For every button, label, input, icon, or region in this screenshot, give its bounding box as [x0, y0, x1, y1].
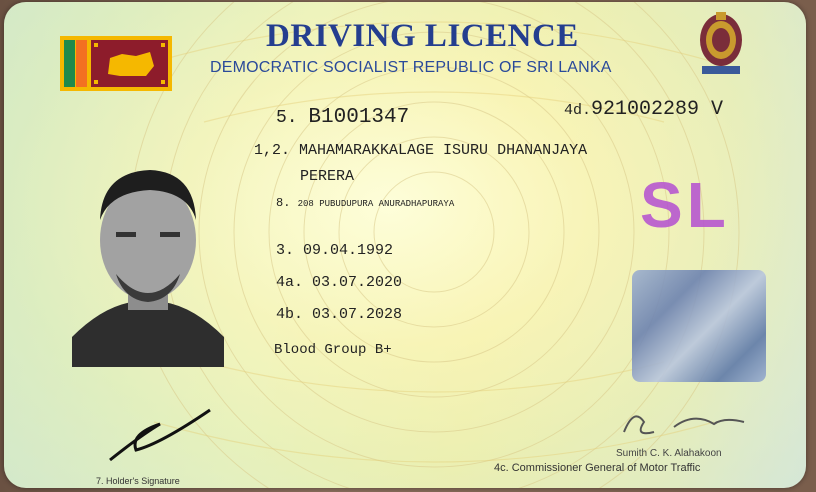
address-field — [276, 196, 454, 210]
holder-name-field — [254, 138, 587, 190]
address: 208 PUBUDUPURA ANURADHAPURAYA — [297, 199, 455, 209]
holder-name-line2: PERERA — [300, 168, 355, 185]
issuing-country: DEMOCRATIC SOCIALIST REPUBLIC OF SRI LANKA — [210, 59, 612, 76]
sri-lanka-flag-icon — [60, 36, 172, 91]
driving-licence-card — [4, 2, 806, 488]
holder-name-line1: MAHAMARAKKALAGE ISURU DHANANJAYA — [299, 142, 588, 159]
commissioner-label: 4c. Commissioner General of Motor Traffic — [494, 462, 701, 474]
hologram-icon — [632, 270, 766, 382]
holder-signature — [100, 406, 230, 466]
blood-group: Blood Group B+ — [274, 342, 392, 358]
holder-photo — [72, 162, 224, 367]
field-5-label: 5. — [276, 108, 298, 128]
date-of-birth: 3. 09.04.1992 — [276, 242, 394, 259]
licence-number-field — [276, 106, 409, 129]
field-8-label: 8. — [276, 196, 291, 210]
national-emblem-icon — [696, 8, 746, 80]
country-code: SL — [640, 169, 730, 241]
document-title: DRIVING LICENCE — [266, 18, 579, 54]
field-4d-label: 4d. — [564, 102, 592, 119]
licence-number: B1001347 — [308, 106, 410, 129]
holder-signature-label: 7. Holder's Signature — [96, 476, 180, 486]
field-12-label: 1,2. — [254, 142, 291, 159]
issue-date: 4a. 03.07.2020 — [276, 274, 403, 291]
commissioner-signature — [614, 402, 754, 447]
expiry-date: 4b. 03.07.2028 — [276, 306, 403, 323]
nic-number: 921002289 V — [591, 98, 724, 121]
commissioner-name: Sumith C. K. Alahakoon — [616, 448, 722, 459]
nic-number-field — [564, 98, 723, 121]
